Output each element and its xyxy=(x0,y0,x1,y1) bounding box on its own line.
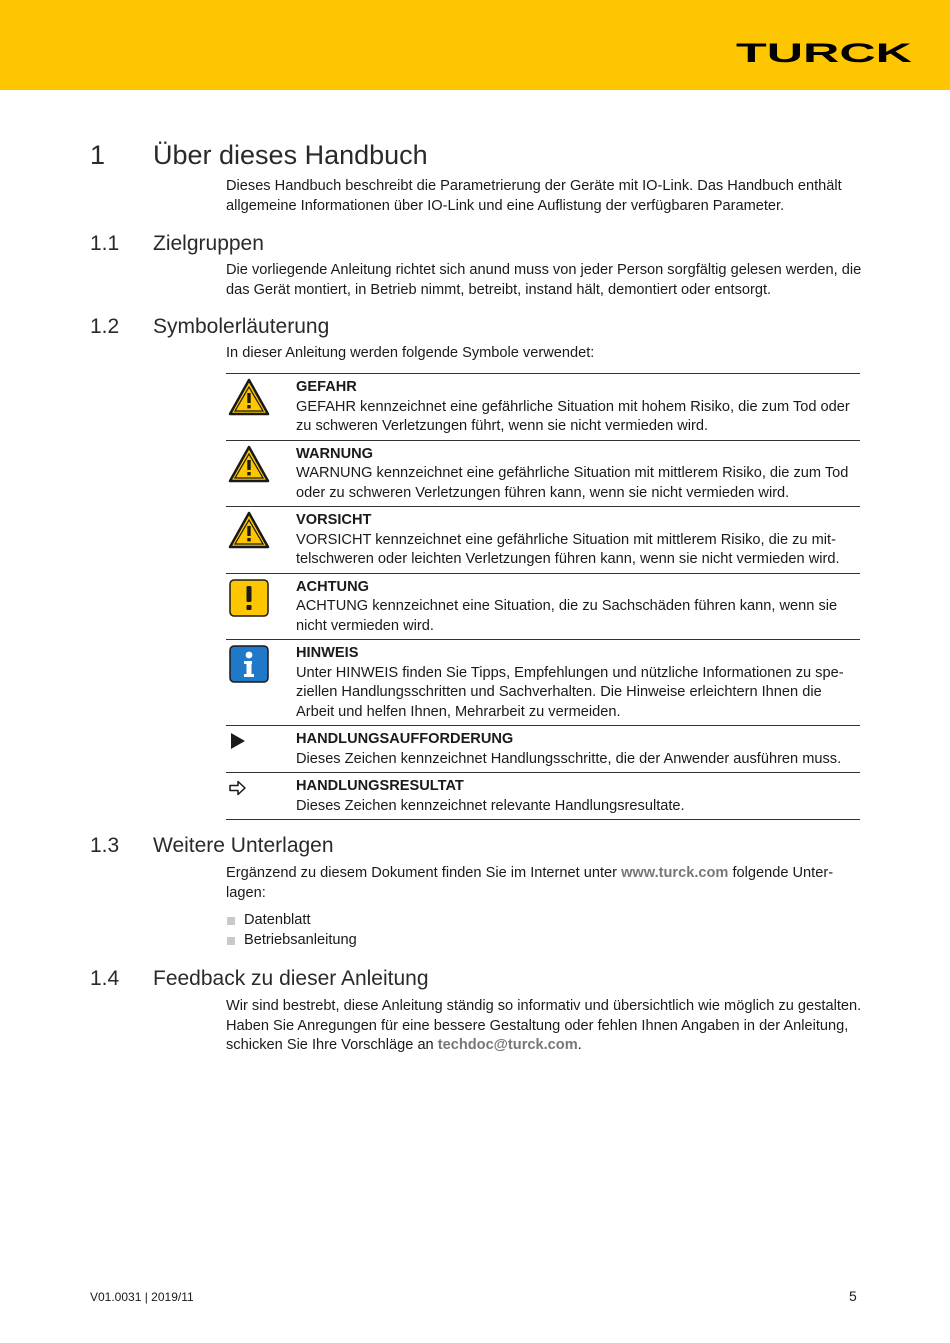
info-square-icon xyxy=(228,644,270,684)
symbol-title: HANDLUNGSAUFFORDERUNG xyxy=(296,731,514,747)
turck-logo xyxy=(736,40,914,66)
symbol-description: WARNUNG kennzeichnet eine gefährliche Situation mit mittlerem Risiko, die zum Tod oder zu schweren Verletzungen führen kann, wenn sie nicht vermieden wird. xyxy=(296,465,849,501)
section-number: 1.2 xyxy=(90,315,120,338)
symbol-description: VORSICHT kennzeichnet eine gefährliche Situation mit mittlerem Risiko, die zu mittelschweren oder leichten Verletzungen führen kann, wenn sie nicht vermieden wird. xyxy=(296,531,840,567)
symbol-row-handlungsaufforderung xyxy=(226,725,860,772)
symbol-description: Unter HINWEIS finden Sie Tipps, Empfehlungen und nützliche Informationen zu speziellen Handlungsschritten und Sachverhalten. Die Hinweise erleichtern Ihnen die Arbeit und helfen Ihnen, Mehrarbeit zu vermeiden. xyxy=(296,664,844,720)
target-text: Die vorliegende Anleitung richtet sich anund muss von jeder Person sorgfältig gelesen werden, die das Gerät montiert, in Betrieb nimmt, betreibt, instand hält, demontiert oder entsorgt. xyxy=(226,262,862,298)
list-item-label: Datenblatt xyxy=(244,912,311,928)
symbol-row-hinweis xyxy=(226,639,860,725)
page-number: 5 xyxy=(849,1288,857,1304)
symbol-title: HANDLUNGSRESULTAT xyxy=(296,778,464,794)
techdoc-email-link[interactable]: techdoc@turck.com xyxy=(437,1037,578,1053)
section-heading-target xyxy=(90,232,264,256)
chapter-intro: Dieses Handbuch beschreibt die Parametrierung der Geräte mit IO-Link. Das Handbuch enthält allgemeine Informationen über IO-Link und eine Auflistung der verfügbaren Parameter. xyxy=(226,178,842,214)
symbol-title: VORSICHT xyxy=(296,512,372,528)
header-bar xyxy=(0,0,950,90)
section-heading-symbols xyxy=(90,315,329,339)
symbol-title: GEFAHR xyxy=(296,379,357,395)
section-heading-documents xyxy=(90,834,334,858)
symbol-row-handlungsresultat xyxy=(226,772,860,819)
documents-text xyxy=(226,864,866,903)
feedback-text-after: . xyxy=(577,1037,582,1053)
section-title: Weitere Unterlagen xyxy=(153,834,334,857)
symbol-title: ACHTUNG xyxy=(296,578,369,595)
section-title: Symbolerläuterung xyxy=(153,315,330,338)
symbol-title: WARNUNG xyxy=(296,445,374,462)
documents-text-before: Ergänzend zu diesem Dokument finden Sie im Internet unter xyxy=(226,865,622,881)
feedback-text xyxy=(226,997,866,1056)
chapter-title: Über dieses Handbuch xyxy=(153,140,428,170)
section-number: 1.4 xyxy=(90,967,120,990)
symbol-description: Dieses Zeichen kennzeichnet Handlungsschritte, die der Anwender ausführen muss. xyxy=(296,750,842,767)
chapter-number: 1 xyxy=(90,140,106,170)
symbols-intro: In dieser Anleitung werden folgende Symbole verwendet: xyxy=(226,345,595,361)
play-triangle-icon xyxy=(228,731,248,751)
list-item-label: Betriebsanleitung xyxy=(244,931,357,948)
symbol-row-warnung xyxy=(226,440,860,507)
section-heading-feedback xyxy=(90,967,429,991)
svg-text:TURCK: TURCK xyxy=(736,40,913,66)
warning-triangle-icon xyxy=(228,378,270,416)
list-item xyxy=(226,931,357,951)
footer-version: V01.0031 | 2019/11 xyxy=(90,1290,194,1304)
section-number: 1.1 xyxy=(90,232,120,255)
symbol-description: GEFAHR kennzeichnet eine gefährliche Situation mit hohem Risiko, die zum Tod oder zu schweren Verletzungen führt, wenn sie nicht vermieden wird. xyxy=(296,398,850,434)
chapter-heading xyxy=(90,140,428,171)
section-title: Feedback zu dieser Anleitung xyxy=(153,967,429,990)
symbol-row-vorsicht xyxy=(226,506,860,573)
symbol-description: Dieses Zeichen kennzeichnet relevante Handlungsresultate. xyxy=(296,797,685,814)
turck-website-link[interactable]: www.turck.com xyxy=(621,865,729,881)
documents-list xyxy=(226,911,357,950)
feedback-text-before: Wir sind bestrebt, diese Anleitung ständig so informativ und übersichtlich wie möglich zu gestalten. Haben Sie Anregungen für eine bessere Gestaltung oder fehlen Ihnen Angaben in der Anleitung, schicken Sie Ihre Vorschläge an xyxy=(226,998,862,1053)
warning-triangle-icon xyxy=(228,511,270,549)
outline-arrow-icon xyxy=(228,778,248,798)
section-number: 1.3 xyxy=(90,834,120,857)
square-bullet-icon xyxy=(227,917,235,925)
symbol-row-achtung xyxy=(226,573,860,640)
warning-triangle-icon xyxy=(228,445,270,483)
symbol-row-gefahr xyxy=(226,374,860,440)
symbol-description: ACHTUNG kennzeichnet eine Situation, die zu Sachschäden führen kann, wenn sie nicht vermieden wird. xyxy=(296,598,838,634)
square-bullet-icon xyxy=(227,937,235,945)
section-title: Zielgruppen xyxy=(153,232,264,255)
documents-text-after: folgende Unterlagen: xyxy=(226,865,834,901)
exclamation-square-icon xyxy=(228,578,270,618)
symbol-table xyxy=(226,373,860,820)
symbol-title: HINWEIS xyxy=(296,645,359,661)
list-item xyxy=(226,911,357,931)
